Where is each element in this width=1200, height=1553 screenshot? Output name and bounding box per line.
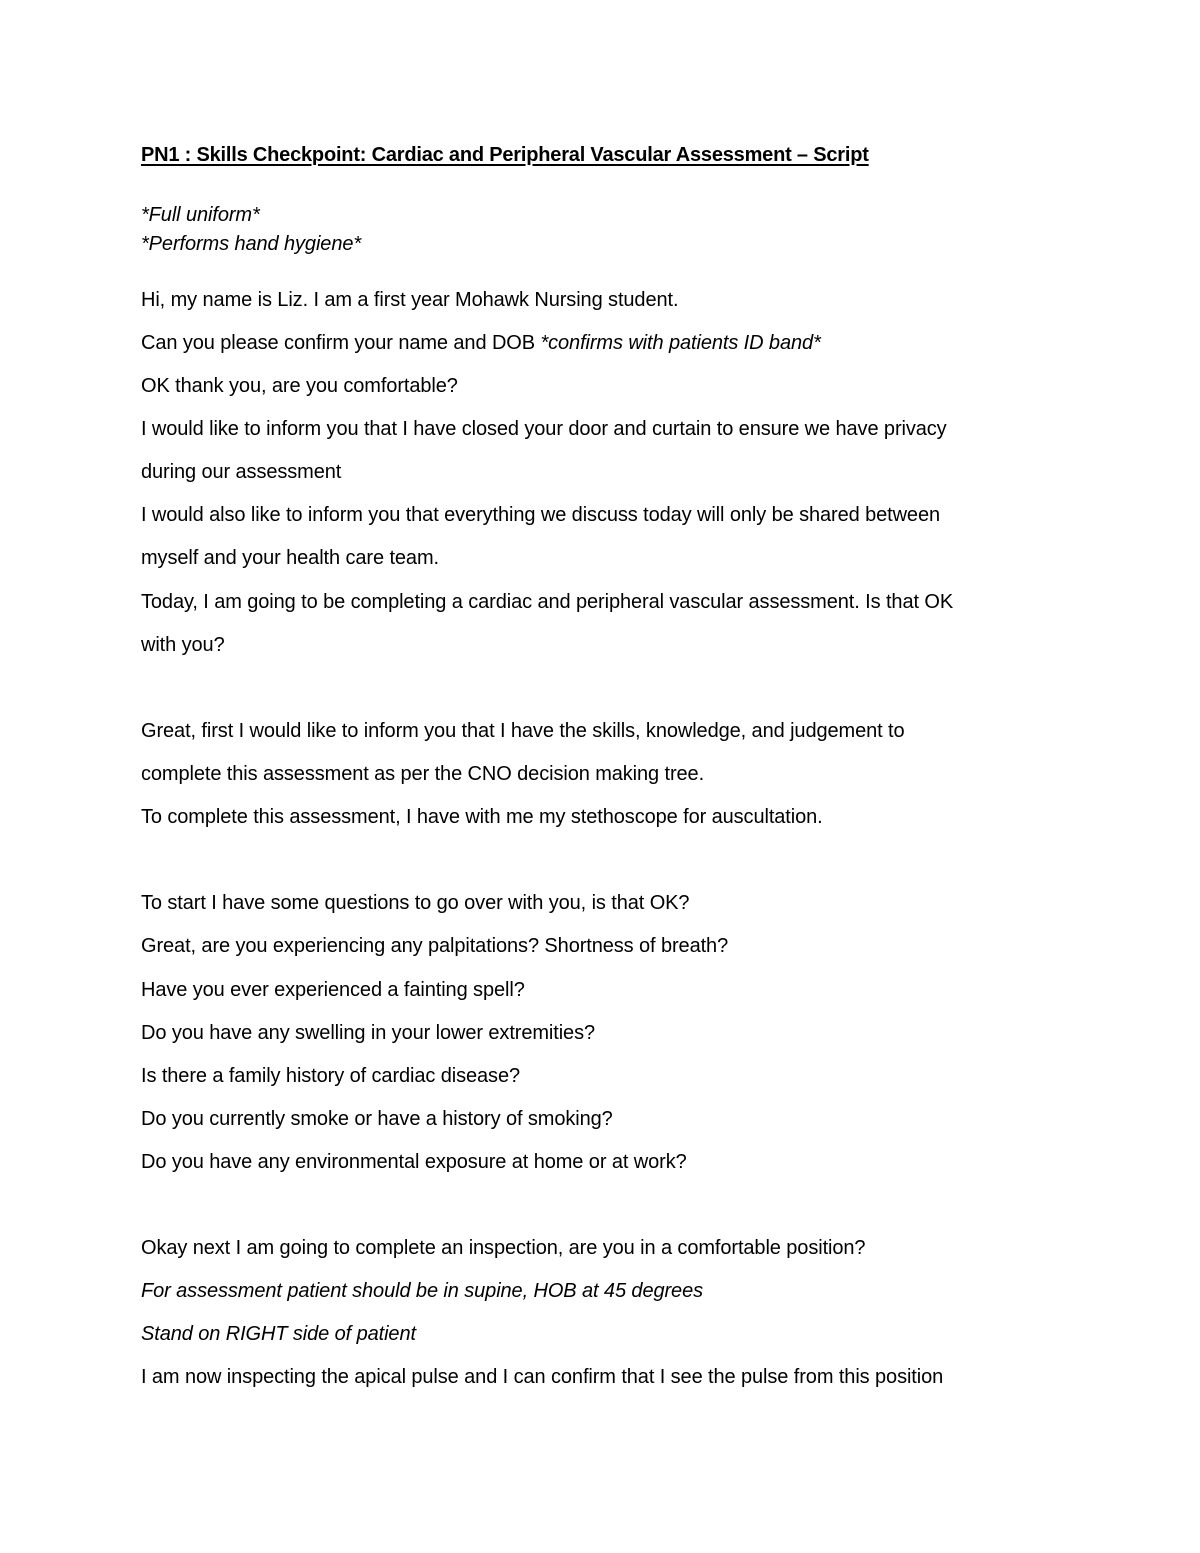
intro-line: I would like to inform you that I have closed your door and curtain to ensure we have privacy [141, 418, 947, 440]
competence-line: complete this assessment as per the CNO decision making tree. [141, 763, 705, 785]
document-title: PN1 : Skills Checkpoint: Cardiac and Peripheral Vascular Assessment – Script [141, 144, 869, 166]
inspection-instruction: For assessment patient should be in supine, HOB at 45 degrees [141, 1280, 704, 1302]
note-full-uniform: *Full uniform* [141, 204, 260, 226]
competence-line: Great, first I would like to inform you that I have the skills, knowledge, and judgement to [141, 720, 905, 742]
inspection-line: Okay next I am going to complete an inspection, are you in a comfortable position? [141, 1237, 866, 1259]
competence-line: To complete this assessment, I have with me my stethoscope for auscultation. [141, 806, 823, 828]
intro-line-text: Can you please confirm your name and DOB [141, 332, 541, 354]
intro-line-note: *confirms with patients ID band* [540, 332, 821, 354]
question-line: To start I have some questions to go over with you, is that OK? [141, 892, 690, 914]
intro-line: myself and your health care team. [141, 547, 439, 569]
intro-line: I would also like to inform you that everything we discuss today will only be shared between [141, 504, 941, 526]
inspection-instruction: Stand on RIGHT side of patient [141, 1323, 416, 1345]
intro-line [141, 331, 821, 355]
question-line: Do you currently smoke or have a history of smoking? [141, 1108, 613, 1130]
intro-line: with you? [141, 634, 225, 656]
inspection-line: I am now inspecting the apical pulse and I can confirm that I see the pulse from this position [141, 1366, 944, 1388]
intro-line: Today, I am going to be completing a cardiac and peripheral vascular assessment. Is that OK [141, 591, 954, 613]
intro-line: OK thank you, are you comfortable? [141, 375, 458, 397]
question-line: Great, are you experiencing any palpitations? Shortness of breath? [141, 935, 729, 957]
note-hand-hygiene: *Performs hand hygiene* [141, 233, 362, 255]
question-line: Have you ever experienced a fainting spell? [141, 979, 525, 1001]
question-line: Do you have any swelling in your lower extremities? [141, 1022, 596, 1044]
question-line: Do you have any environmental exposure at home or at work? [141, 1151, 687, 1173]
intro-line: during our assessment [141, 461, 342, 483]
question-line: Is there a family history of cardiac disease? [141, 1065, 521, 1087]
intro-line: Hi, my name is Liz. I am a first year Mohawk Nursing student. [141, 289, 679, 311]
